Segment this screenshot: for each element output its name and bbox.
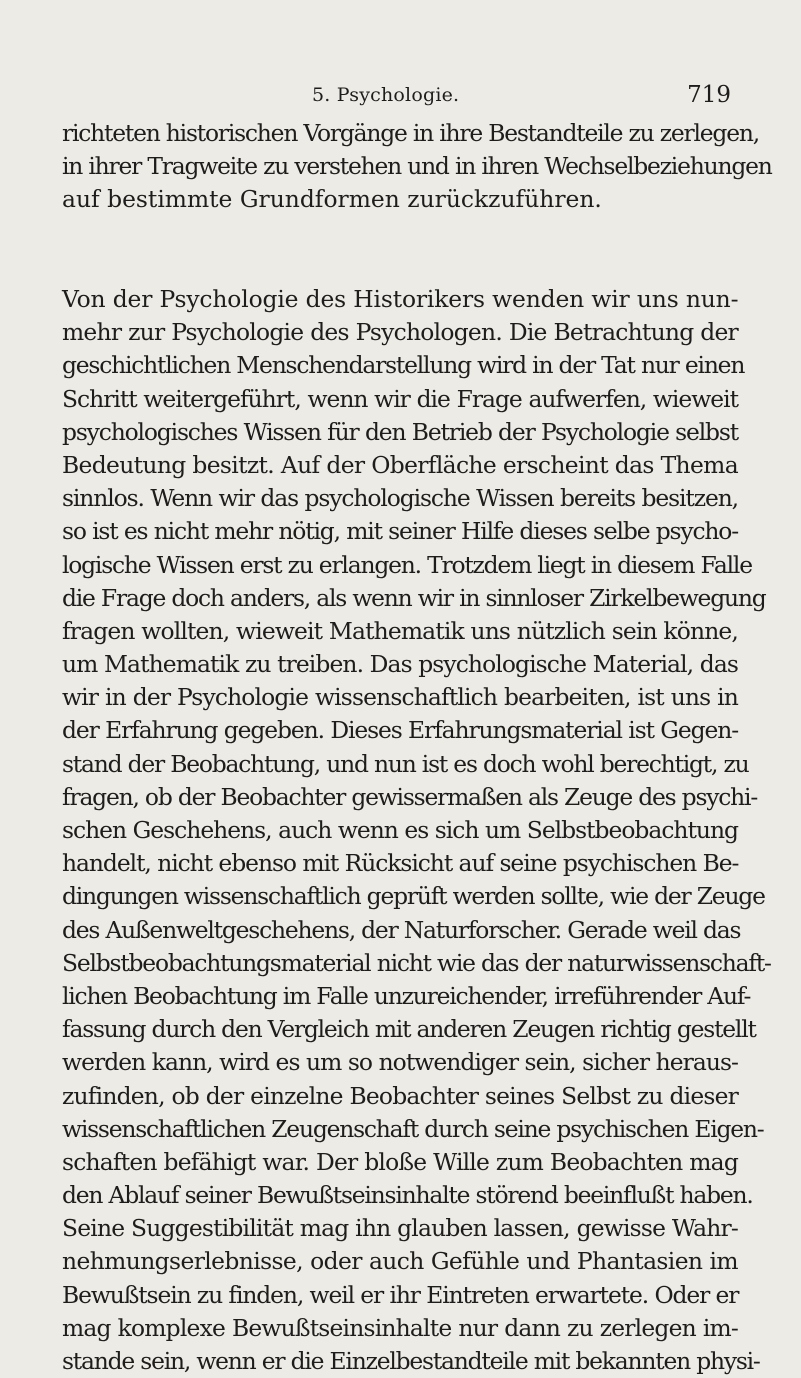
- text-line: stande sein, wenn er die Einzelbestandteile mit bekannten physi-: [62, 1347, 760, 1375]
- text-line: Bedeutung besitzt. Auf der Oberfläche erscheint das Thema: [62, 450, 738, 479]
- text-line: werden kann, wird es um so notwendiger sein, sicher heraus-: [62, 1048, 738, 1077]
- text-line: geschichtlichen Menschendarstellung wird in der Tat nur einen: [62, 351, 745, 380]
- paragraph-main: [62, 283, 771, 1378]
- text-line: Selbstbeobachtungsmaterial nicht wie das der naturwissenschaft-: [62, 948, 771, 977]
- text-line: schaften befähigt war. Der bloße Wille zum Beobachten mag: [62, 1147, 738, 1176]
- text-line: handelt, nicht ebenso mit Rücksicht auf seine psychischen Be-: [62, 849, 739, 878]
- text-line: fassung durch den Vergleich mit anderen Zeugen richtig gestellt: [62, 1015, 756, 1044]
- text-line: fragen wollten, wieweit Mathematik uns nützlich sein könne,: [62, 616, 738, 645]
- text-line: wissenschaftlichen Zeugenschaft durch seine psychischen Eigen-: [62, 1114, 764, 1143]
- text-line: den Ablauf seiner Bewußtseinsinhalte störend beeinflußt haben.: [62, 1181, 753, 1210]
- text-line: schen Geschehens, auch wenn es sich um Selbstbeobachtung: [62, 816, 738, 844]
- text-line: mag komplexe Bewußtseinsinhalte nur dann zu zerlegen im-: [62, 1313, 738, 1342]
- text-line: Schritt weitergeführt, wenn wir die Frage aufwerfen, wieweit: [62, 384, 738, 413]
- text-line: sinnlos. Wenn wir das psychologische Wissen bereits besitzen,: [62, 484, 738, 513]
- text-line: wir in der Psychologie wissenschaftlich bearbeiten, ist uns in: [62, 683, 738, 712]
- text-line: Bewußtsein zu finden, weil er ihr Eintreten erwartete. Oder er: [62, 1280, 739, 1309]
- section-title: 5. Psychologie.: [312, 84, 460, 106]
- text-line: nehmungserlebnisse, oder auch Gefühle und Phantasien im: [62, 1247, 738, 1276]
- text-line: richteten historischen Vorgänge in ihre Bestandteile zu zerlegen,: [62, 119, 759, 147]
- text-line: auf bestimmte Grundformen zurückzuführen.: [62, 185, 602, 214]
- paragraph-continued: [62, 117, 772, 217]
- page-number: 719: [687, 82, 731, 108]
- text-line: lichen Beobachtung im Falle unzureichender, irreführender Auf-: [62, 981, 751, 1010]
- text-line: um Mathematik zu treiben. Das psychologische Material, das: [62, 650, 738, 679]
- text-line: zufinden, ob der einzelne Beobachter seines Selbst zu dieser: [62, 1081, 738, 1110]
- text-line: des Außenweltgeschehens, der Naturforscher. Gerade weil das: [62, 915, 741, 944]
- text-line: mehr zur Psychologie des Psychologen. Die Betrachtung der: [62, 318, 738, 347]
- running-header: [0, 84, 801, 112]
- text-line: der Erfahrung gegeben. Dieses Erfahrungsmaterial ist Gegen-: [62, 716, 738, 745]
- text-line: die Frage doch anders, als wenn wir in sinnloser Zirkelbewegung: [62, 583, 766, 612]
- text-line: psychologisches Wissen für den Betrieb der Psychologie selbst: [62, 417, 738, 446]
- text-line: Seine Suggestibilität mag ihn glauben lassen, gewisse Wahr-: [62, 1214, 738, 1243]
- text-line: in ihrer Tragweite zu verstehen und in ihren Wechselbeziehungen: [62, 152, 772, 181]
- text-line: so ist es nicht mehr nötig, mit seiner Hilfe dieses selbe psycho-: [62, 517, 738, 546]
- text-line: stand der Beobachtung, und nun ist es doch wohl berechtigt, zu: [62, 749, 749, 778]
- text-line: dingungen wissenschaftlich geprüft werden sollte, wie der Zeuge: [62, 882, 765, 911]
- text-line: logische Wissen erst zu erlangen. Trotzdem liegt in diesem Falle: [62, 550, 752, 579]
- text-line: fragen, ob der Beobachter gewissermaßen als Zeuge des psychi-: [62, 782, 758, 811]
- text-line: Von der Psychologie des Historikers wenden wir uns nun-: [62, 285, 739, 313]
